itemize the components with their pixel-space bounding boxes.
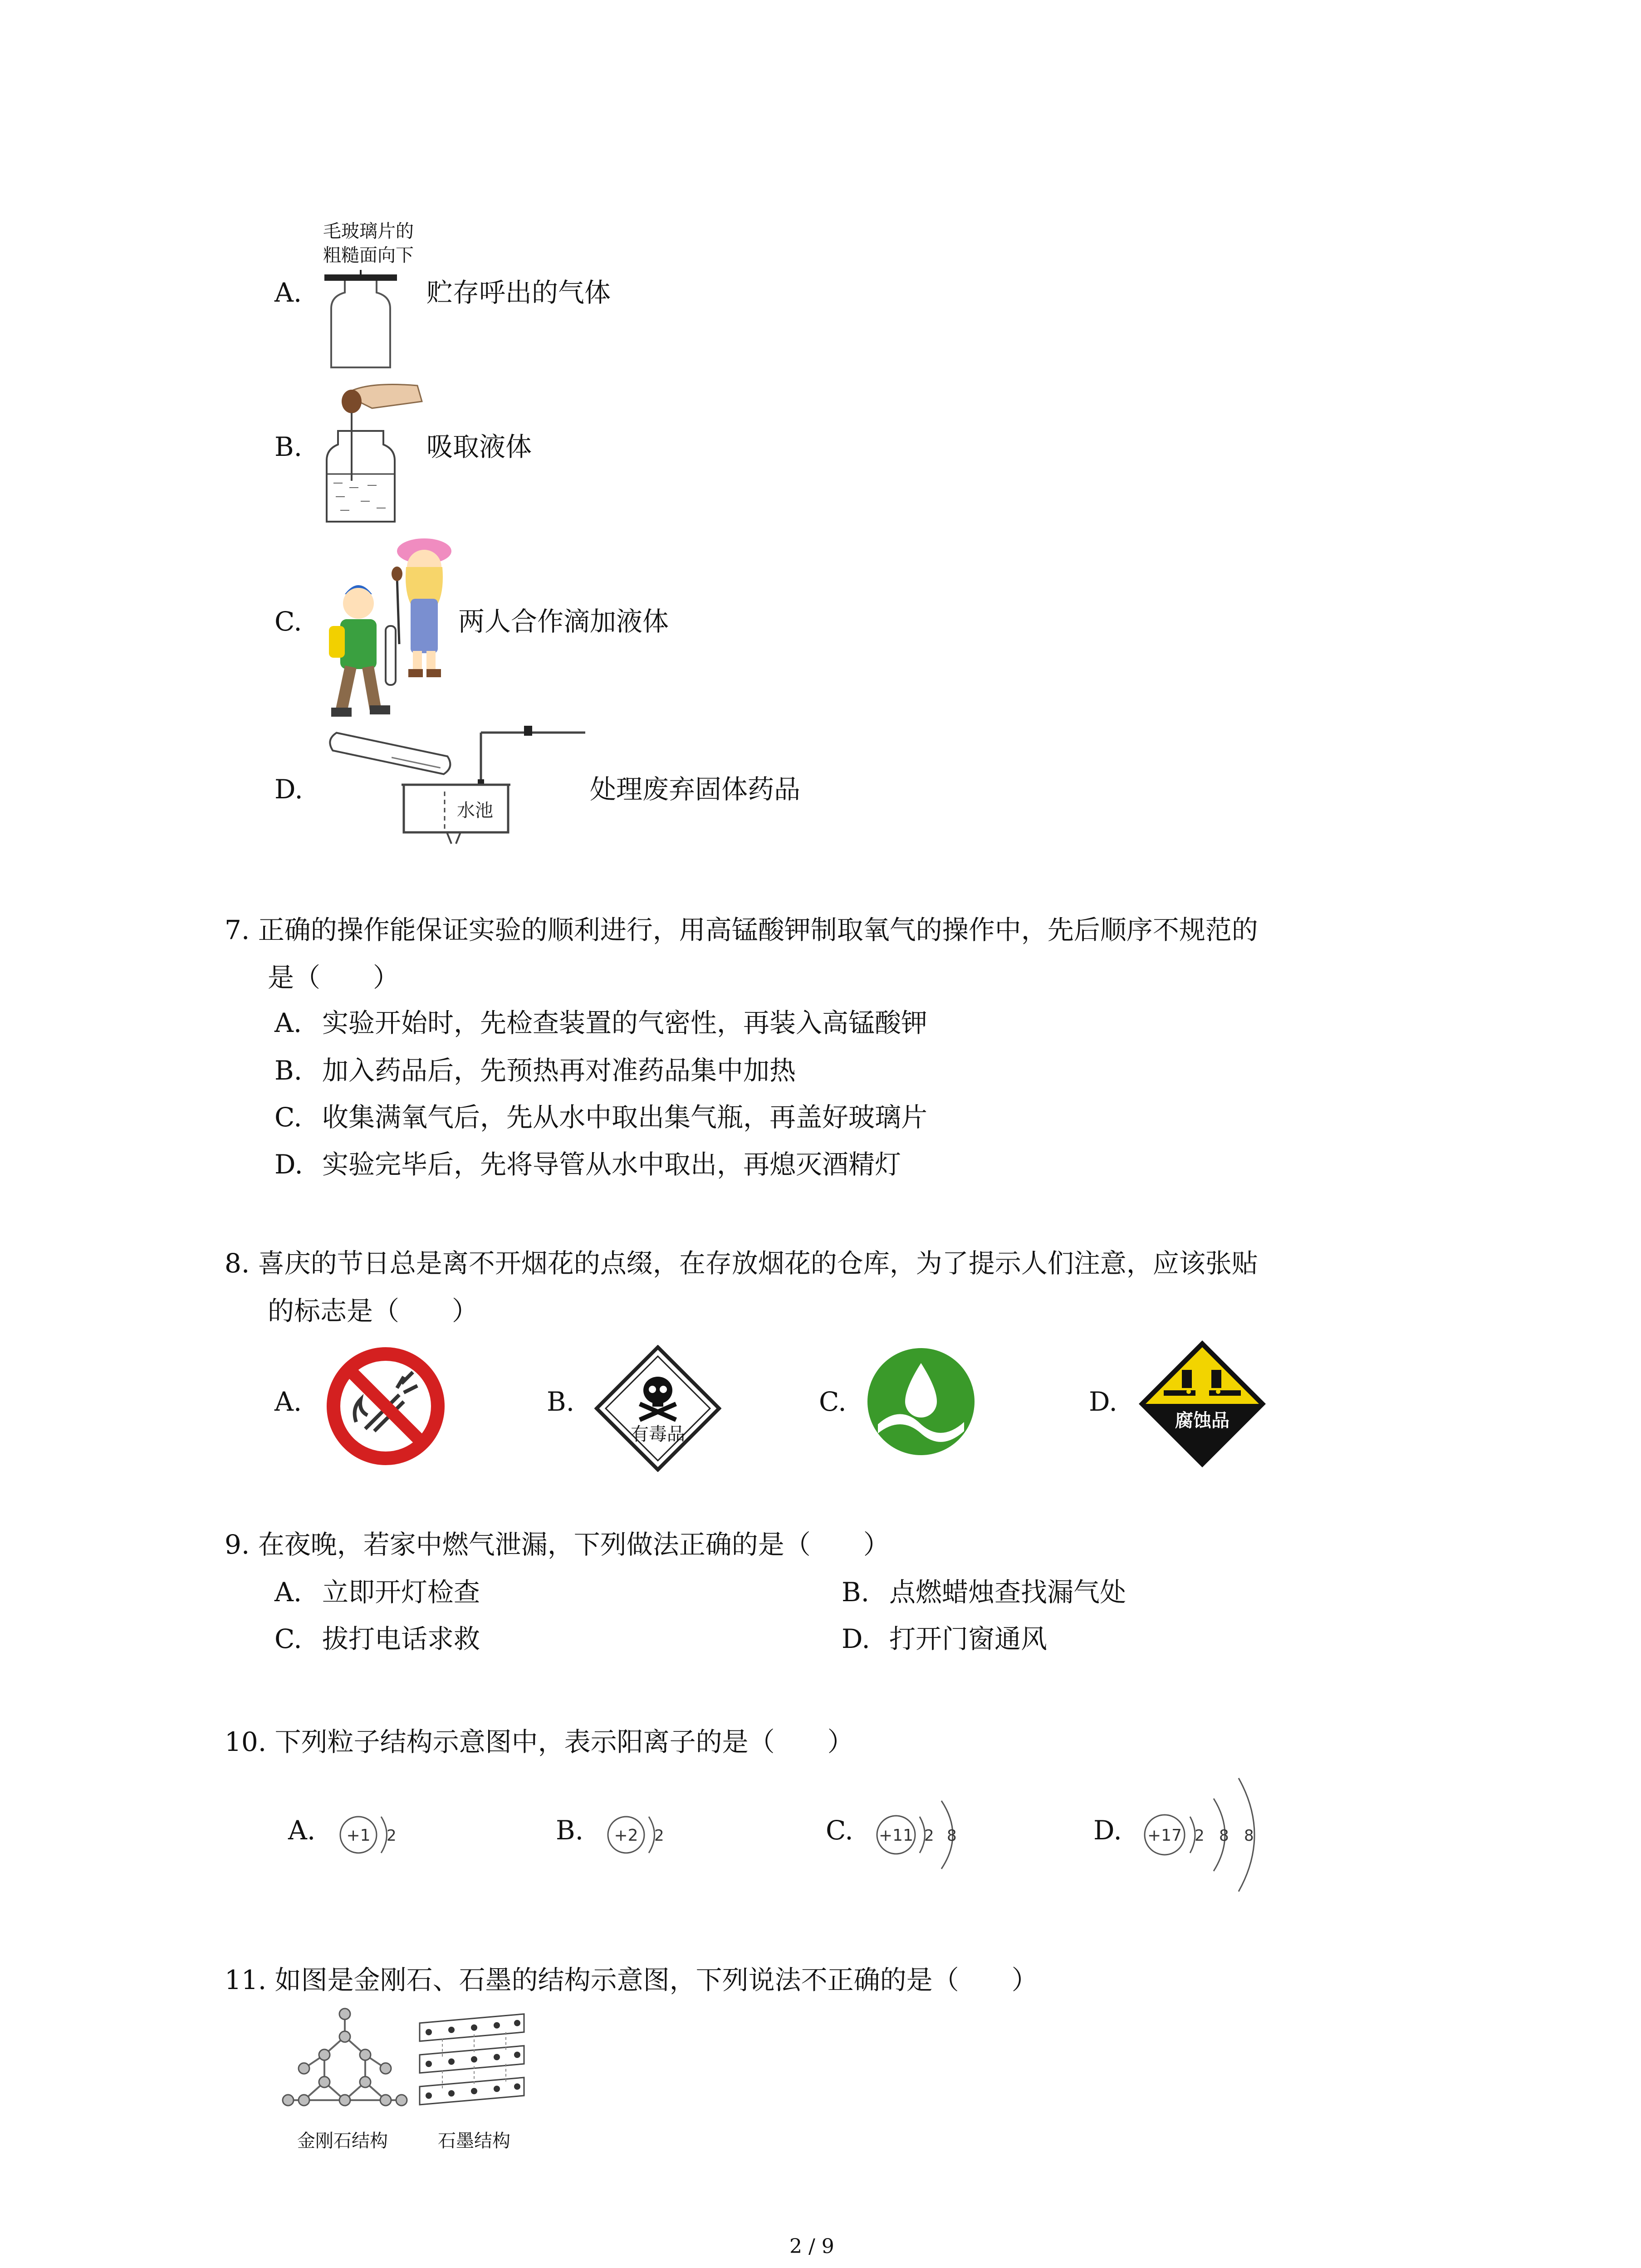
diamond-structure-figure xyxy=(279,2005,411,2114)
q9-option-a-text: 立即开灯检查 xyxy=(322,1577,480,1608)
atom-c-shell-1: 2 xyxy=(924,1827,934,1845)
atom-d-nucleus: +17 xyxy=(1147,1826,1182,1845)
q6-option-d-letter: D. xyxy=(274,774,303,805)
graphite-structure-figure xyxy=(411,2005,533,2114)
atom-b-shell-1: 2 xyxy=(654,1827,664,1845)
corrosive-sign xyxy=(1136,1338,1268,1470)
toxic-sign xyxy=(594,1345,721,1472)
atom-diagram-a xyxy=(336,1810,408,1864)
q8-option-c-letter: C. xyxy=(819,1386,847,1417)
q8-option-a-letter: A. xyxy=(274,1386,302,1417)
atom-b-nucleus: +2 xyxy=(614,1826,638,1845)
q10-stem: 10. 下列粒子结构示意图中，表示阳离子的是（ ） xyxy=(225,1726,854,1757)
q7-stem-line2: 是（ ） xyxy=(268,962,400,993)
gas-bottle-figure xyxy=(318,270,404,374)
q7-stem-line1: 7. 正确的操作能保证实验的顺利进行，用高锰酸钾制取氧气的操作中，先后顺序不规范的 xyxy=(225,914,1258,945)
q9-option-a-letter: A. xyxy=(274,1577,302,1608)
two-kids-figure xyxy=(327,531,458,726)
dropper-bottle-figure xyxy=(318,376,426,526)
q7-option-a-letter: A. xyxy=(274,1007,302,1038)
q7-option-b-letter: B. xyxy=(274,1055,303,1086)
q10-option-c-letter: C. xyxy=(826,1815,853,1846)
sink-label: 水池 xyxy=(457,800,493,821)
sink-waste-figure xyxy=(324,726,592,848)
q8-option-d-letter: D. xyxy=(1089,1386,1117,1417)
atom-diagram-c xyxy=(873,1789,973,1880)
q7-option-a-text: 实验开始时，先检查装置的气密性，再装入高锰酸钾 xyxy=(322,1007,928,1038)
water-saving-sign xyxy=(864,1345,978,1458)
page-number: 2 / 9 xyxy=(789,2235,834,2258)
q6-a-figure-label-1: 毛玻璃片的 xyxy=(323,221,414,242)
atom-d-shell-3: 8 xyxy=(1244,1827,1254,1845)
q8-stem-line2: 的标志是（ ） xyxy=(268,1295,479,1326)
no-fireworks-sign xyxy=(324,1345,447,1467)
atom-c-shell-2: 8 xyxy=(947,1827,957,1845)
toxic-sign-text: 有毒品 xyxy=(631,1424,685,1445)
atom-diagram-d xyxy=(1141,1769,1273,1901)
q8-stem-line1: 8. 喜庆的节日总是离不开烟花的点缀，在存放烟花的仓库，为了提示人们注意，应该张贴 xyxy=(225,1248,1258,1279)
q9-option-c-letter: C. xyxy=(274,1623,302,1654)
graphite-caption: 石墨结构 xyxy=(438,2131,510,2151)
q9-option-c-text: 拔打电话求救 xyxy=(322,1623,480,1654)
q6-option-d-text: 处理废弃固体药品 xyxy=(590,774,801,805)
diamond-caption: 金刚石结构 xyxy=(297,2131,388,2151)
q6-option-b-letter: B. xyxy=(274,431,303,462)
q9-option-d-text: 打开门窗通风 xyxy=(889,1623,1048,1654)
atom-d-shell-1: 2 xyxy=(1195,1827,1205,1845)
q6-option-c-text: 两人合作滴加液体 xyxy=(458,606,669,637)
corrosive-sign-text: 腐蚀品 xyxy=(1175,1410,1230,1431)
q6-a-figure-label-2: 粗糙面向下 xyxy=(323,245,414,266)
q6-option-a-letter: A. xyxy=(274,277,302,308)
q6-option-c-letter: C. xyxy=(274,606,302,637)
q7-option-c-text: 收集满氧气后，先从水中取出集气瓶，再盖好玻璃片 xyxy=(322,1102,928,1133)
q10-option-d-letter: D. xyxy=(1093,1815,1122,1846)
q7-option-b-text: 加入药品后，先预热再对准药品集中加热 xyxy=(322,1055,796,1086)
q7-option-d-text: 实验完毕后，先将导管从水中取出，再熄灭酒精灯 xyxy=(322,1149,901,1180)
atom-a-shell-1: 2 xyxy=(387,1827,397,1845)
q10-option-b-letter: B. xyxy=(556,1815,584,1846)
q11-stem: 11. 如图是金刚石、石墨的结构示意图，下列说法不正确的是（ ） xyxy=(225,1965,1038,1995)
q9-stem: 9. 在夜晚，若家中燃气泄漏，下列做法正确的是（ ） xyxy=(225,1529,890,1560)
q9-option-b-letter: B. xyxy=(842,1577,870,1608)
atom-diagram-b xyxy=(603,1810,676,1864)
q6-option-b-text: 吸取液体 xyxy=(426,431,532,462)
q9-option-b-text: 点燃蜡烛查找漏气处 xyxy=(889,1577,1127,1608)
q7-option-c-letter: C. xyxy=(274,1102,302,1133)
q7-option-d-letter: D. xyxy=(274,1149,303,1180)
atom-a-nucleus: +1 xyxy=(346,1826,371,1845)
q10-option-a-letter: A. xyxy=(288,1815,316,1846)
q8-option-b-letter: B. xyxy=(547,1386,575,1417)
atom-c-nucleus: +11 xyxy=(879,1826,913,1845)
q9-option-d-letter: D. xyxy=(842,1623,870,1654)
q6-option-a-text: 贮存呼出的气体 xyxy=(426,277,611,308)
atom-d-shell-2: 8 xyxy=(1219,1827,1229,1845)
